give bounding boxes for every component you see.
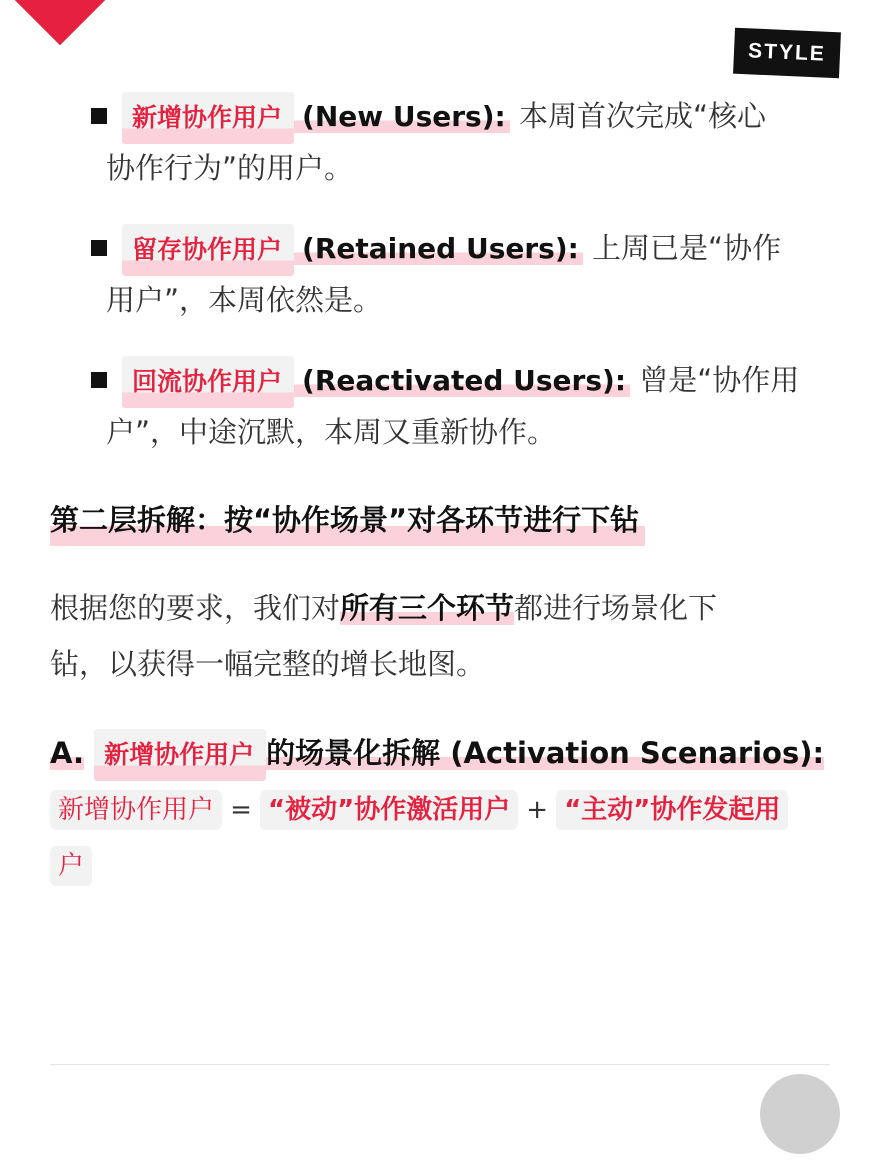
- bullet-item-reactivated-users: [122, 354, 852, 408]
- bullet-item-retained-users: [122, 222, 852, 276]
- divider: [50, 1064, 830, 1065]
- bullet-text: 曾是“协作用: [639, 363, 800, 397]
- body-suffix: 都进行场景化下: [514, 591, 718, 625]
- bullet-square-icon: [91, 372, 107, 388]
- formula: [50, 782, 830, 838]
- style-tag: STYLE: [733, 28, 841, 79]
- term-english: (Reactivated Users):: [294, 364, 630, 397]
- avatar[interactable]: [760, 1074, 840, 1154]
- body-paragraph-line2: 钻，以获得一幅完整的增长地图。: [50, 647, 486, 681]
- corner-ribbon-mark: [15, 0, 106, 45]
- bullet-text-line2: 协作行为”的用户。: [106, 151, 354, 185]
- term-highlight: 回流协作用户: [122, 356, 294, 408]
- formula-chip: 新增协作用户: [50, 790, 222, 830]
- bullet-text-line2: 户”，中途沉默，本周又重新协作。: [106, 415, 557, 449]
- formula-continuation: [50, 838, 830, 894]
- sub-heading-suffix: 的场景化拆解 (Activation Scenarios):: [266, 736, 825, 770]
- body-emphasis: 所有三个环节: [340, 591, 515, 625]
- bullet-text: 上周已是“协作: [592, 231, 782, 265]
- bullet-text: 本周首次完成“核心: [518, 99, 766, 133]
- term-english: (New Users):: [294, 100, 510, 133]
- term-english: (Retained Users):: [294, 232, 583, 265]
- formula-plus: +: [526, 795, 549, 825]
- term-highlight: 留存协作用户: [122, 224, 294, 276]
- bullet-square-icon: [91, 108, 107, 124]
- formula-equals: =: [230, 795, 252, 825]
- body-paragraph: [50, 582, 830, 634]
- body-prefix: 根据您的要求，我们对: [50, 591, 341, 625]
- formula-chip: “被动”协作激活用户: [260, 790, 518, 830]
- sub-heading-prefix: A.: [50, 736, 84, 770]
- formula-chip: “主动”协作发起用: [556, 790, 788, 830]
- bullet-text-line2: 用户”，本周依然是。: [106, 283, 383, 317]
- bullet-square-icon: [91, 240, 107, 256]
- term-highlight: 新增协作用户: [94, 729, 266, 781]
- sub-heading-a: [50, 727, 824, 781]
- bullet-item-new-users: [122, 90, 852, 144]
- term-highlight: 新增协作用户: [122, 92, 294, 144]
- section-heading: 第二层拆解：按“协作场景”对各环节进行下钻: [50, 494, 645, 546]
- formula-chip: 户: [50, 846, 92, 886]
